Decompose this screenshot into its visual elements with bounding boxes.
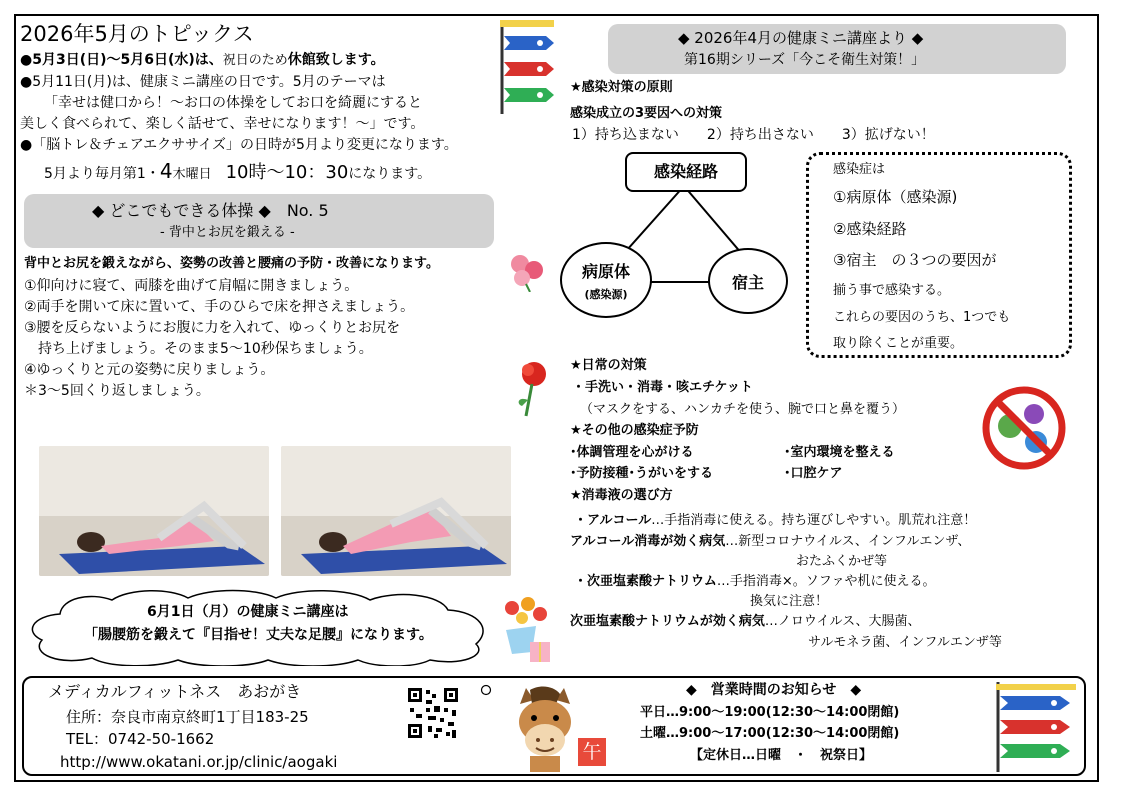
note-line: 感染症は xyxy=(833,162,886,177)
footer-url[interactable]: http://www.okatani.or.jp/clinic/aogaki xyxy=(60,753,338,771)
measures: 1）持ち込まない 2）持ち出さない 3）拡げない！ xyxy=(572,127,935,143)
footer-address: 住所：奈良市南京終町1丁目183-25 xyxy=(66,708,309,726)
koinobori-icon xyxy=(494,16,560,116)
exercise-step: ②両手を開いて床に置いて、手のひらで床を押さえましょう。 xyxy=(24,299,415,315)
qr-code-icon[interactable] xyxy=(406,686,460,740)
exercise-photo-2 xyxy=(281,446,511,576)
other-heading: ★その他の感染症予防 xyxy=(570,423,699,438)
flower-gift-icon xyxy=(498,596,554,668)
alcohol-line-2: アルコール消毒が効く病気…新型コロナウイルス、インフルエンザ、 xyxy=(570,534,971,549)
hours-saturday: 土曜…9:00～17:00(12:30～14:00閉館) xyxy=(640,726,900,741)
topics-line-2: ●5月11日(月)は、健康ミニ講座の日です。5月のテーマは xyxy=(20,74,386,90)
hypochlorite-line-1: ・次亜塩素酸ナトリウム…手指消毒×。ソファや机に使える。 xyxy=(574,574,936,589)
topics-title: 2026年5月のトピックス xyxy=(20,22,254,46)
footer-name: メディカルフィットネス あおがき xyxy=(48,682,302,701)
alcohol-line-3: おたふくかぜ等 xyxy=(796,554,888,569)
koinobori-footer-icon xyxy=(990,680,1082,774)
topics-line-3: 「幸せは健口から！～お口の体操をしてお口を綺麗にすると xyxy=(44,95,422,111)
hours-title: ◆ 営業時間のお知らせ ◆ xyxy=(686,682,862,698)
topics-line-4: 美しく食べられて、楽しく話せて、幸せになります！～」です。 xyxy=(20,116,425,132)
red-carnation-icon xyxy=(512,360,554,418)
topics-line-6: 5月より毎月第1・4木曜日 10時～10：30になります。 xyxy=(44,159,432,183)
factors-heading: 感染成立の3要因への対策 xyxy=(570,106,723,121)
exercise-step: ③腰を反らないようにお腹に力を入れて、ゆっくりとお尻を xyxy=(24,320,401,336)
note-line: 取り除くことが重要。 xyxy=(833,336,964,351)
exercise-step: ④ゆっくりと元の姿勢に戻りましょう。 xyxy=(24,362,275,378)
principle-heading: ★感染対策の原則 xyxy=(570,80,673,95)
other-item: ･予防接種･うがいをする xyxy=(570,466,714,481)
other-item: ･口腔ケア xyxy=(784,466,843,481)
topics-line-1: ●5月3日(日)～5月6日(水)は、祝日のため休館致します。 xyxy=(20,52,385,68)
other-item: ･室内環境を整える xyxy=(784,445,895,460)
node-infection-route: 感染経路 xyxy=(625,152,747,192)
hypochlorite-line-4: サルモネラ菌、インフルエンザ等 xyxy=(808,635,1002,650)
zodiac-stamp: 午 xyxy=(578,738,606,766)
exercise-step: ①仰向けに寝て、両膝を曲げて肩幅に開きましょう。 xyxy=(24,278,359,294)
note-line: これらの要因のうち、1つでも xyxy=(833,310,1011,325)
disinfect-heading: ★消毒液の選び方 xyxy=(570,488,673,503)
note-line: 揃う事で感染する。 xyxy=(833,283,951,298)
topics-line-5: ●「脳トレ＆チェアエクササイズ」の日時が5月より変更になります。 xyxy=(20,137,458,153)
next-lecture-line1: 6月1日（月）の健康ミニ講座は xyxy=(147,604,349,620)
hours-closed: 【定休日…日曜 ・ 祝祭日】 xyxy=(690,748,873,763)
cloud-frame xyxy=(20,586,496,666)
exercise-title: ◆ どこでもできる体操 ◆ No. 5 xyxy=(92,201,329,220)
next-lecture-line2: 「腸腰筋を鍛えて『目指せ！丈夫な足腰』になります。 xyxy=(84,627,433,643)
node-host: 宿主 xyxy=(708,248,788,314)
daily-item-2: （マスクをする、ハンカチを使う、腕で口と鼻を覆う） xyxy=(580,402,906,417)
lecture-subtitle: 第16期シリーズ「今こそ衛生対策！」 xyxy=(684,52,926,68)
hypochlorite-line-3: 次亜塩素酸ナトリウムが効く病気…ノロウイルス、大腸菌、 xyxy=(570,614,921,629)
exercise-step: 持ち上げましょう。そのまま5～10秒保ちましょう。 xyxy=(24,341,373,357)
horse-icon xyxy=(512,684,578,774)
exercise-step: ＊3～5回くり返しましょう。 xyxy=(24,383,210,399)
no-virus-icon xyxy=(976,384,1072,472)
other-item: ･体調管理を心がける xyxy=(570,445,694,460)
note-line: ①病原体（感染源) xyxy=(833,188,958,206)
note-line: ③宿主 の３つの要因が xyxy=(833,251,997,269)
circle-mark-icon xyxy=(480,684,492,696)
exercise-subtitle: - 背中とお尻を鍛える - xyxy=(160,225,295,240)
hours-weekday: 平日…9:00～19:00(12:30～14:00閉館) xyxy=(640,705,900,720)
note-line: ②感染経路 xyxy=(833,220,907,238)
daily-item-1: ・手洗い・消毒・咳エチケット xyxy=(572,380,753,395)
alcohol-line-1: ・アルコール…手指消毒に使える。持ち運びしやすい。肌荒れ注意！ xyxy=(574,513,977,528)
node-pathogen: 病原体 (感染源) xyxy=(560,242,652,318)
daily-heading: ★日常の対策 xyxy=(570,358,647,373)
exercise-photo-1 xyxy=(39,446,269,576)
hypochlorite-line-2: 換気に注意！ xyxy=(750,594,829,609)
footer-tel: TEL：0742-50-1662 xyxy=(66,730,215,748)
lecture-title: ◆ 2026年4月の健康ミニ講座より ◆ xyxy=(678,29,924,47)
exercise-intro: 背中とお尻を鍛えながら、姿勢の改善と腰痛の予防・改善になります。 xyxy=(24,256,439,271)
carnation-icon xyxy=(506,250,548,292)
